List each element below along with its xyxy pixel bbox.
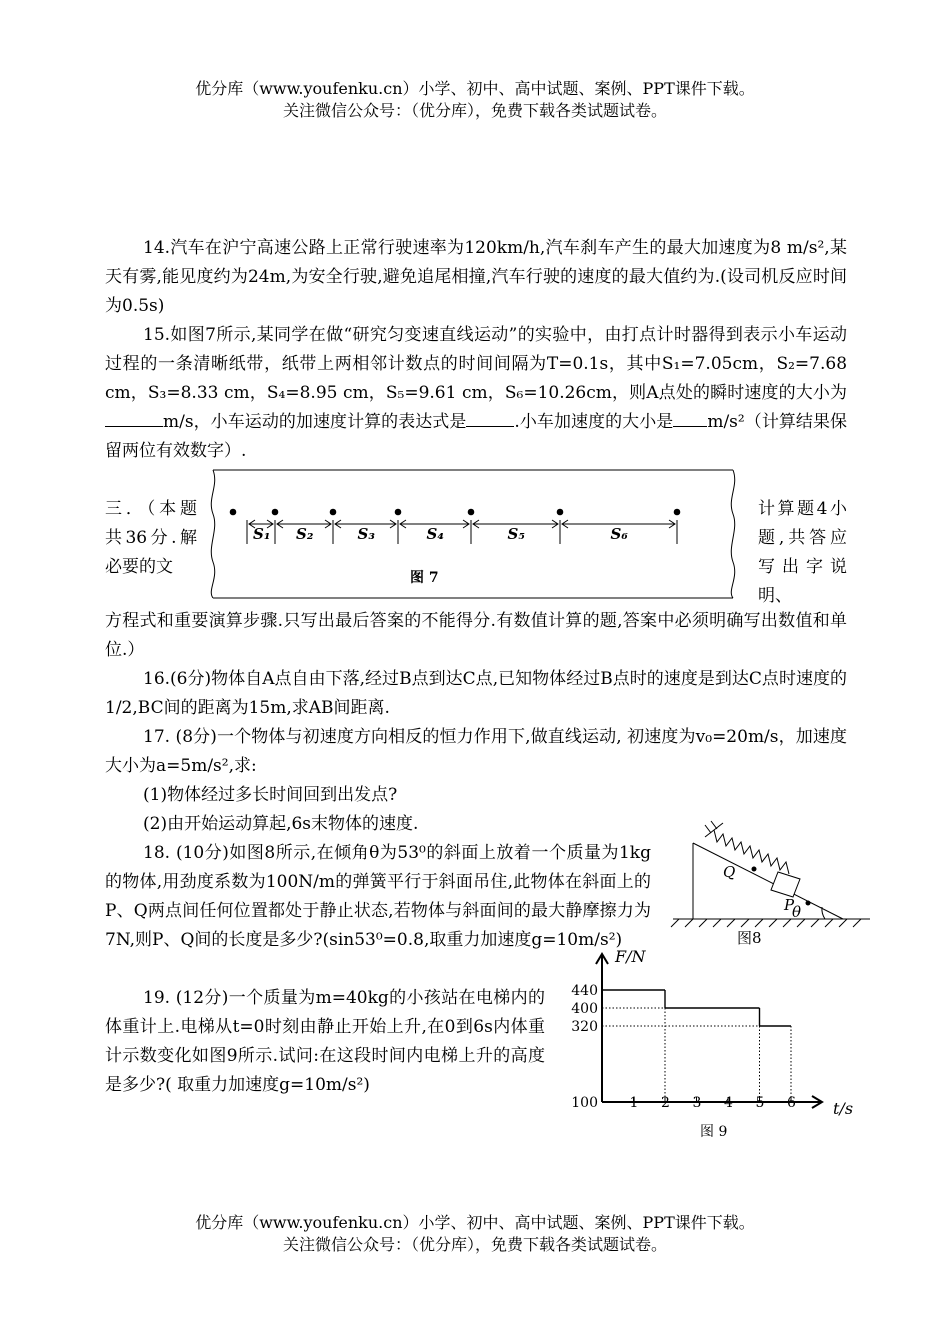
y-tick-label-400: 400 bbox=[571, 1001, 598, 1017]
tape-dot bbox=[557, 509, 563, 515]
question-16: 16.(6分)物体自A点自由下落,经过B点到达C点,已知物体经过B点时的速度是到达C点时速度的1/2,BC间的距离为15m,求AB间距离. bbox=[105, 669, 847, 718]
label-p: P bbox=[784, 896, 795, 914]
x-tick-label-6: 6 bbox=[787, 1095, 796, 1111]
figure-8-incline bbox=[665, 815, 880, 955]
question-18: 18. (10分)如图8所示,在倾角θ为53⁰的斜面上放着一个质量为1kg的物体,用劲度系数为100N/m的弹簧平行于斜面吊住,此物体在斜面上的P、Q两点间任何位置都处于静止状态,若物体与斜面间的最大静摩擦力为7N,则P、Q间的长度是多少?(sin53⁰=0.8,取重力加速度g=10m/s²) bbox=[105, 843, 651, 950]
q15-text-5: .小车加速度的大小是 bbox=[514, 412, 674, 432]
q15-text-6: m/s²（计算结果保留两位有效数字）. bbox=[105, 412, 848, 461]
tape-dot bbox=[330, 509, 336, 515]
q15-text-1: 15.如图7所示,某同学在做“研究匀变速直线运动”的实验中，由打点计时器得到表示小车运动过程的一条清晰纸带，纸带上两相邻计数点的时间间隔为 bbox=[105, 325, 847, 374]
question-15 bbox=[105, 321, 847, 466]
q15-text-2: ，其中 bbox=[608, 354, 662, 374]
figure-7-tape bbox=[205, 462, 745, 602]
segment-label-4: S₄ bbox=[426, 525, 444, 543]
tape-dot bbox=[674, 509, 680, 515]
q15-period: T=0.1s bbox=[546, 354, 609, 374]
tape-dot bbox=[272, 509, 278, 515]
x-tick-label-2: 2 bbox=[661, 1095, 670, 1111]
segment-label-1: S₁ bbox=[253, 525, 271, 543]
page-footer-line1: 优分库（www.youfenku.cn）小学、初中、高中试题、案例、PPT课件下载。 bbox=[195, 1213, 755, 1232]
x-tick-label-5: 5 bbox=[755, 1095, 765, 1111]
question-17: 17. (8分)一个物体与初速度方向相反的恒力作用下,做直线运动, 初速度为v₀=20m/s，加速度大小为a=5m/s²,求: bbox=[105, 727, 847, 776]
section3-left-text: 三．（本题共36分.解必要的文 bbox=[105, 499, 197, 577]
q15-text-4: m/s，小车运动的加速度计算的表达式是 bbox=[163, 412, 467, 432]
x-axis-label: t/s bbox=[833, 1099, 854, 1118]
label-q: Q bbox=[723, 863, 736, 881]
figure-9-chart bbox=[560, 940, 870, 1150]
section3-right-text: 计算题4小题,共答应写出字说明、 bbox=[758, 499, 847, 606]
y-axis-label: F/N bbox=[615, 947, 646, 966]
question-19: 19. (12分)一个质量为m=40kg的小孩站在电梯内的体重计上.电梯从t=0时刻由静止开始上升,在0到6s内体重计示数变化如图9所示.试问:在这段时间内电梯上升的高度是多少?( 取重力加速度g=10m/s²) bbox=[105, 988, 545, 1095]
question-17-part-2: (2)由开始运动算起,6s末物体的速度. bbox=[143, 814, 419, 834]
segment-label-6: S₆ bbox=[610, 525, 628, 543]
segment-label-5: S₅ bbox=[507, 525, 525, 543]
y-tick-label-440: 440 bbox=[571, 983, 598, 999]
q15-measurements: S₁=7.05cm，S₂=7.68 cm，S₃=8.33 cm，S₄=8.95 cm，S₅=9.61 cm，S₆=10.26cm bbox=[105, 354, 848, 403]
label-theta: θ bbox=[792, 903, 802, 921]
page-header-line1: 优分库（www.youfenku.cn）小学、初中、高中试题、案例、PPT课件下载。 bbox=[195, 79, 755, 98]
segment-label-2: S₂ bbox=[296, 525, 314, 543]
x-tick-label-3: 3 bbox=[692, 1095, 702, 1111]
page-footer-line2: 关注微信公众号：（优分库），免费下载各类试题试卷。 bbox=[282, 1235, 667, 1254]
tape-dot bbox=[395, 509, 401, 515]
page-header-line2: 关注微信公众号：（优分库），免费下载各类试题试卷。 bbox=[282, 101, 667, 120]
answer-blank-velocity[interactable] bbox=[105, 408, 163, 427]
y-tick-label-320: 320 bbox=[571, 1019, 598, 1035]
q15-text-3: ，则A点处的瞬时速度的大小为 bbox=[611, 383, 847, 403]
tape-dot bbox=[468, 509, 474, 515]
segment-label-3: S₃ bbox=[357, 525, 375, 543]
x-tick-label-1: 1 bbox=[629, 1095, 639, 1111]
question-14: 14.汽车在沪宁高速公路上正常行驶速率为120km/h,汽车刹车产生的最大加速度为8 m/s²,某天有雾,能见度约为24m,为安全行驶,避免追尾相撞,汽车行驶的速度的最大值约为.(设司机反应时间为0.5s) bbox=[105, 238, 847, 316]
answer-blank-expression[interactable] bbox=[466, 408, 514, 427]
figure-7-caption: 图 7 bbox=[410, 570, 439, 586]
y-tick-label-100: 100 bbox=[571, 1095, 598, 1111]
answer-blank-acceleration[interactable] bbox=[673, 408, 707, 427]
x-tick-label-4: 4 bbox=[724, 1095, 733, 1111]
tape-dot bbox=[230, 509, 236, 515]
section3-tail-text: 方程式和重要演算步骤.只写出最后答案的不能得分.有数值计算的题,答案中必须明确写出数值和单位.） bbox=[105, 611, 847, 660]
figure-9-caption: 图 9 bbox=[700, 1124, 728, 1140]
question-17-part-1: (1)物体经过多长时间回到出发点? bbox=[143, 785, 398, 805]
figure-8-caption: 图8 bbox=[737, 929, 762, 947]
